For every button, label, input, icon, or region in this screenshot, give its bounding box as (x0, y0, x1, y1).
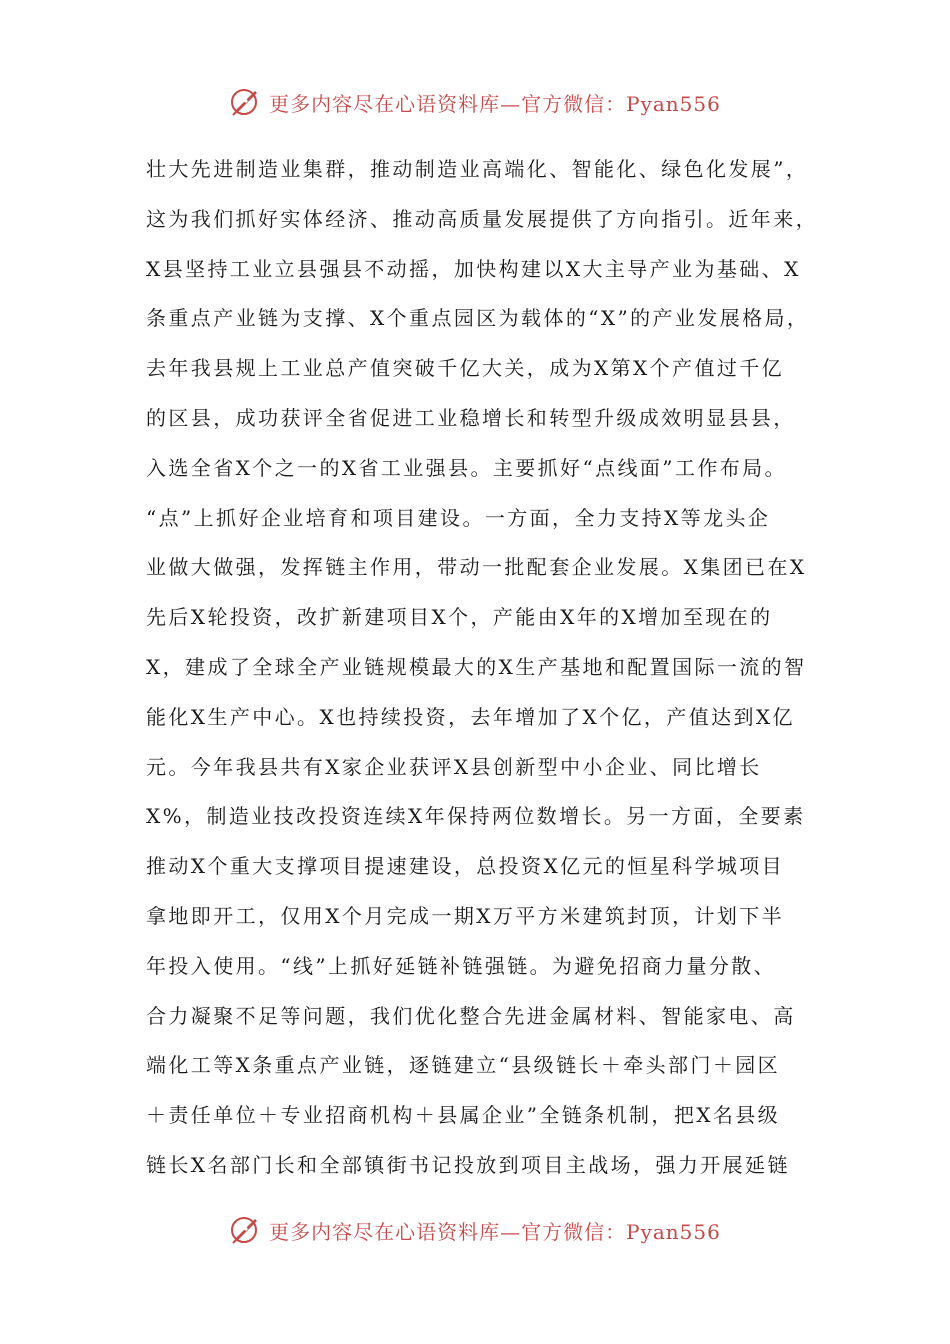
document-body (146, 145, 826, 1191)
text-line: “点”上抓好企业培育和项目建设。一方面，全力支持X等龙头企 (146, 505, 771, 530)
text-line: 的区县，成功获评全省促进工业稳增长和转型升级成效明显县县， (146, 405, 796, 430)
pen-nib-logo-icon (229, 85, 263, 119)
text-line: 条重点产业链为支撑、X个重点园区为载体的“X”的产业发展格局， (146, 306, 810, 331)
text-line: 先后X轮投资，改扩新建项目X个，产能由X年的X增加至现在的 (146, 605, 773, 630)
text-line: 链长X名部门长和全部镇街书记投放到项目主战场，强力开展延链 (146, 1152, 790, 1177)
watermark-text: 更多内容尽在心语资料库—官方微信：Pyan556 (269, 1219, 721, 1244)
watermark-banner-bottom (0, 1210, 950, 1250)
text-line: 年投入使用。“线”上抓好延链补链强链。为避免招商力量分散、 (146, 953, 777, 978)
watermark-text: 更多内容尽在心语资料库—官方微信：Pyan556 (269, 91, 721, 116)
text-line: 业做大做强，发挥链主作用，带动一批配套企业发展。X集团已在X (146, 555, 807, 580)
text-line: 壮大先进制造业集群，推动制造业高端化、智能化、绿色化发展”， (146, 157, 809, 181)
text-line: 能化X生产中心。X也持续投资，去年增加了X个亿，产值达到X亿 (146, 704, 795, 729)
text-line: ＋责任单位＋专业招商机构＋县属企业”全链条机制，把X名县级 (146, 1103, 781, 1128)
text-line: X县坚持工业立县强县不动摇，加快构建以X大主导产业为基础、X (146, 256, 801, 281)
pen-nib-logo-icon (229, 1213, 263, 1247)
text-line: 推动X个重大支撑项目提速建设，总投资X亿元的恒星科学城项目 (146, 854, 785, 879)
text-line: 入选全省X个之一的X省工业强县。主要抓好“点线面”工作布局。 (146, 455, 787, 480)
text-line: 合力凝聚不足等问题，我们优化整合先进金属材料、智能家电、高 (146, 1003, 796, 1028)
text-line: 拿地即开工，仅用X个月完成一期X万平方米建筑封顶，计划下半 (146, 903, 785, 928)
text-line: 这为我们抓好实体经济、推动高质量发展提供了方向指引。近年来， (146, 206, 818, 231)
watermark-banner-top (0, 82, 950, 122)
text-line: 端化工等X条重点产业链，逐链建立“县级链长＋牵头部门＋园区 (146, 1053, 781, 1078)
text-line: 元。今年我县共有X家企业获评X县创新型中小企业、同比增长 (146, 754, 762, 779)
text-line: 去年我县规上工业总产值突破千亿大关，成为X第X个产值过千亿 (146, 356, 785, 381)
text-line: X%，制造业技改投资连续X年保持两位数增长。另一方面，全要素 (146, 804, 806, 829)
text-line: X，建成了全球全产业链规模最大的X生产基地和配置国际一流的智 (146, 654, 807, 679)
